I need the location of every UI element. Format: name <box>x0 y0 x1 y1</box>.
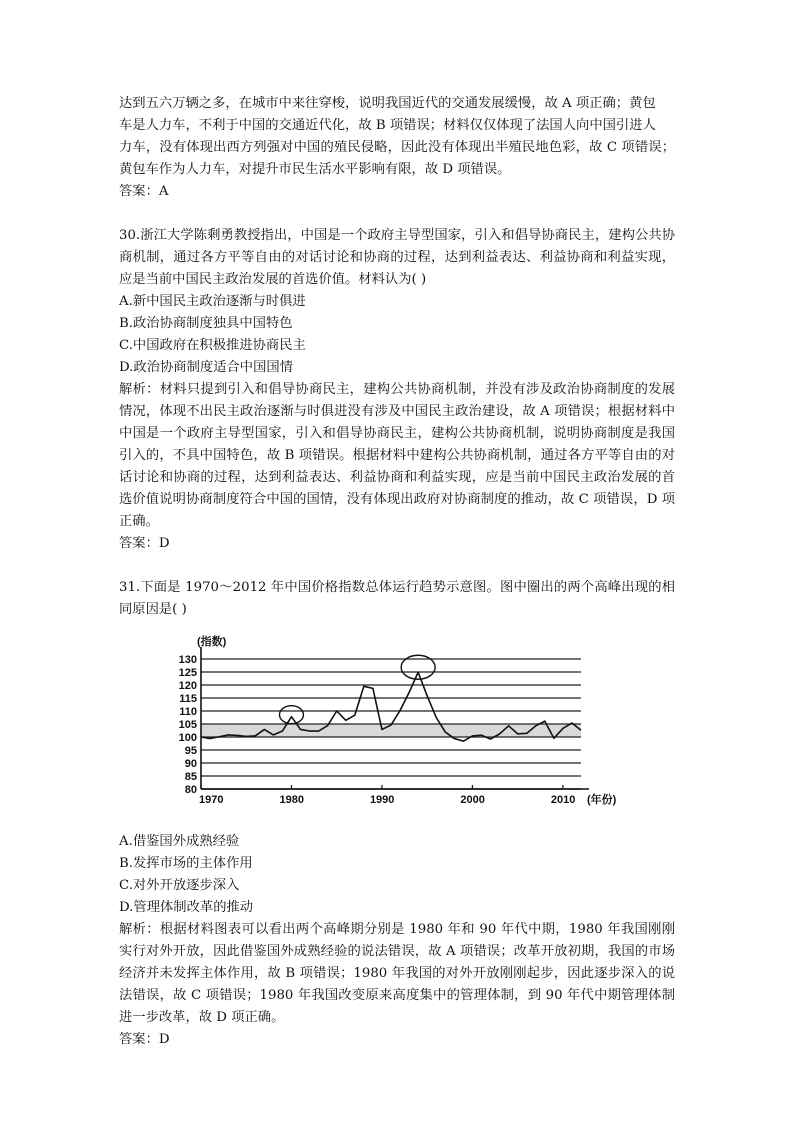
y-tick-label: 125 <box>178 667 197 679</box>
peak-circle <box>279 706 303 724</box>
q31-option-d: D.管理体制改革的推动 <box>119 900 254 915</box>
y-tick-label: 100 <box>178 732 197 744</box>
y-tick-label: 85 <box>184 771 197 783</box>
intro-line: 达到五六万辆之多，在城市中来往穿梭，说明我国近代的交通发展缓慢，故 A 项正确；黄包 <box>119 96 656 111</box>
x-tick-label: 1970 <box>199 794 224 806</box>
y-tick-label: 105 <box>178 719 197 731</box>
x-tick-label: 2000 <box>460 794 485 806</box>
q30-option-d: D.政治协商制度适合中国国情 <box>119 360 293 375</box>
intro-answer: 答案：A <box>119 184 169 199</box>
x-axis-label: (年份) <box>587 794 617 806</box>
q30-option-b: B.政治协商制度独具中国特色 <box>119 316 293 331</box>
q31-option-b: B.发挥市场的主体作用 <box>119 856 253 871</box>
price-index-chart <box>119 625 675 825</box>
x-tick-label: 2010 <box>550 794 576 806</box>
q31-answer: 答案：D <box>119 1032 170 1047</box>
q31-analysis: 解析：根据材料图表可以看出两个高峰期分别是 1980 年和 90 年代中期，1980 年我国刚刚实行对外开放，因此借鉴国外成熟经验的说法错误，故 A 项错误；改革开放初期，我国的市场经济并未发挥主体作用，故 B 项错误；1980 年我国的对外开放刚刚起步，因此逐步深入的说法错误，故 C 项错误；1980 年我国改变原来高度集中的管理体制，到 90 年代中期管理体制进一步改革，故 D 项正确。 <box>119 922 675 1025</box>
x-tick-label: 1990 <box>369 794 395 806</box>
intro-line: 车是人力车，不利于中国的交通近代化，故 B 项错误；材料仅仅体现了法国人向中国引进人 <box>119 118 656 133</box>
q30-option-c: C.中国政府在积极推进协商民主 <box>119 338 306 353</box>
q31-option-c: C.对外开放逐步深入 <box>119 878 240 893</box>
y-tick-label: 115 <box>179 693 197 705</box>
q30-answer: 答案：D <box>119 536 170 551</box>
x-tick-label: 1980 <box>279 794 304 806</box>
q30-analysis: 解析：材料只提到引入和倡导协商民主，建构公共协商机制，并没有涉及政治协商制度的发展情况，体现不出民主政治逐渐与时俱进没有涉及中国民主政治建设，故 A 项错误；根据材料中中国是一个政府主导型国家，引入和倡导协商民主，建构公共协商机制，说明协商制度是我国引入的，不具中国特色，故 B 项错误。根据材料中建构公共协商机制，通过各方平等自由的对话讨论和协商的过程，达到利益表达、利益协商和利益实现，应是当前中国民主政治发展的首选价值说明协商制度符合中国的国情，没有体现出政府对协商制度的推动，故 C 项错误，D 项正确。 <box>119 382 675 529</box>
y-tick-label: 130 <box>178 654 197 666</box>
q30-stem: 30.浙江大学陈剩勇教授指出，中国是一个政府主导型国家，引入和倡导协商民主，建构公共协商机制，通过各方平等自由的对话讨论和协商的过程，达到利益表达、利益协商和利益实现，应是当前中国民主政治发展的首选价值。材料认为( ) <box>119 228 675 287</box>
y-tick-label: 120 <box>178 680 197 692</box>
intro-line: 力车，没有体现出西方列强对中国的殖民侵略，因此没有体现出半殖民地色彩，故 C 项错误；黄包车作为人力车，对提升市民生活水平影响有限，故 D 项错误。 <box>119 140 675 177</box>
document-page <box>119 93 675 1051</box>
y-tick-label: 90 <box>184 758 197 770</box>
highlight-band <box>201 724 581 737</box>
y-tick-label: 95 <box>184 745 197 757</box>
y-axis-label: (指数) <box>197 636 227 648</box>
q31-option-a: A.借鉴国外成熟经验 <box>119 834 240 849</box>
y-tick-label: 110 <box>179 706 197 718</box>
q31-stem: 31.下面是 1970～2012 年中国价格指数总体运行趋势示意图。图中圈出的两个高峰出现的相同原因是( ) <box>119 580 675 617</box>
y-tick-label: 80 <box>184 784 197 796</box>
q30-option-a: A.新中国民主政治逐渐与时俱进 <box>119 294 306 309</box>
price-index-chart-svg <box>119 625 675 825</box>
